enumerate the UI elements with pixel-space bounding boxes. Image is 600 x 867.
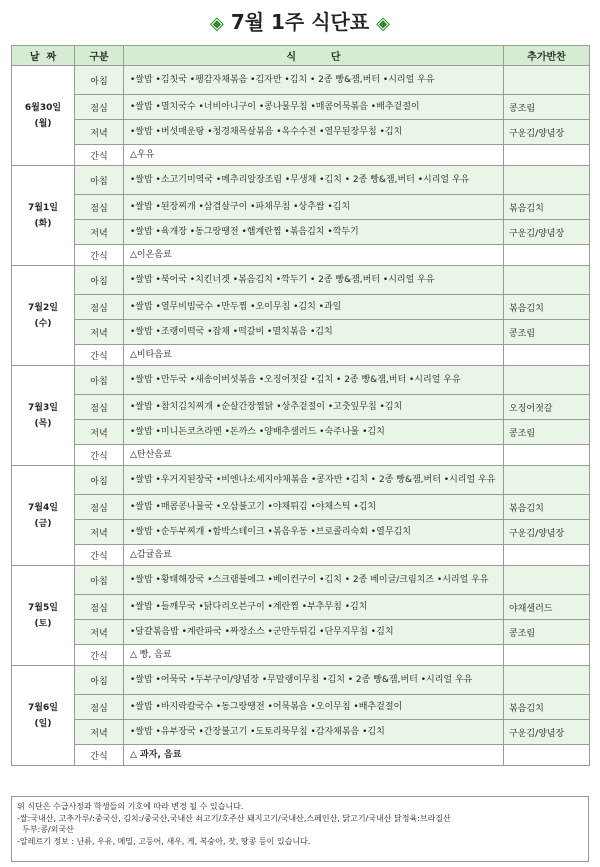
meal-type: 아침 [75, 166, 124, 195]
meal-type: 저녁 [75, 620, 124, 645]
meal-menu: •쌀밥 •버섯매운탕 •청경채목살볶음 •옥수수전 •열무된장무침 •김치 [124, 120, 504, 145]
meal-row [12, 366, 590, 395]
extra-side-dish: 오징어젓갈 [504, 395, 590, 420]
day-date: 7월6일 [28, 702, 58, 713]
meal-type: 간식 [75, 445, 124, 466]
extra-side-dish [504, 166, 590, 195]
meal-type: 아침 [75, 366, 124, 395]
extra-side-dish [504, 566, 590, 595]
meal-menu: •쌀밥 •어묵국 •두부구이/양념장 •무말랭이무침 •김치 • 2종 빵&잼,버터 •시리얼 우유 [124, 666, 504, 695]
header-day: 날 짜 [12, 46, 75, 66]
meal-menu: •쌀밥 •우거지된장국 •비엔나소세지야채볶음 •콩자반 •김치 • 2종 빵&잼,버터 •시리얼 우유 [124, 466, 504, 495]
meal-row [12, 320, 590, 345]
meal-row [12, 466, 590, 495]
note-line: -알레르기 정보 : 난류, 우유, 메밀, 고등어, 새우, 게, 복숭아, 잣, 땅콩 등이 있습니다. [17, 836, 311, 846]
extra-side-dish [504, 666, 590, 695]
meal-row [12, 520, 590, 545]
meal-type: 간식 [75, 345, 124, 366]
meal-menu: •쌀밥 •멸치국수 •너비아니구이 •콩나물무침 •매콤어묵볶음 •배추겉절이 [124, 95, 504, 120]
meal-type: 저녁 [75, 720, 124, 745]
meal-type: 아침 [75, 666, 124, 695]
extra-side-dish [504, 245, 590, 266]
note-line: -쌀:국내산, 고추가루/:중국산, 김치:/중국산,국내산 쇠고기/호주산 돼지고기/국내산,스페인산, 닭고기/국내산 닭정육:브라질산 [17, 813, 451, 823]
meal-row [12, 445, 590, 466]
meal-row [12, 595, 590, 620]
meal-row [12, 745, 590, 766]
meal-menu: △ 과자, 음료 [124, 745, 504, 766]
meal-row [12, 620, 590, 645]
meal-type: 저녁 [75, 220, 124, 245]
day-date: 7월5일 [28, 602, 58, 613]
meal-type: 저녁 [75, 120, 124, 145]
meal-menu: •쌀밥 •소고기미역국 •메추리알장조림 •무생채 •김치 • 2종 빵&잼,버터 •시리얼 우유 [124, 166, 504, 195]
page-title [0, 6, 600, 38]
day-weekday: (수) [34, 318, 52, 329]
diamond-left-icon: ◈ [210, 13, 224, 34]
extra-side-dish: 볶음김치 [504, 695, 590, 720]
meal-row [12, 695, 590, 720]
extra-side-dish [504, 66, 590, 95]
meal-type: 아침 [75, 66, 124, 95]
meal-type: 점심 [75, 595, 124, 620]
meal-menu: △우유 [124, 145, 504, 166]
meal-type: 아침 [75, 566, 124, 595]
meal-type: 점심 [75, 495, 124, 520]
meal-type: 간식 [75, 745, 124, 766]
meal-menu: •달걀볶음밥 •계란파국 •짜장소스 •군만두튀김 •단무지무침 •김치 [124, 620, 504, 645]
meal-menu: •쌀밥 •바지락칼국수 •동그랑땡전 •어묵볶음 •오이무침 •배추겉절이 [124, 695, 504, 720]
menu-table [11, 45, 590, 766]
diamond-right-icon: ◈ [376, 13, 390, 34]
meal-row [12, 120, 590, 145]
day-cell [12, 166, 75, 266]
extra-side-dish: 콩조림 [504, 95, 590, 120]
day-date: 7월4일 [28, 502, 58, 513]
header-menu: 식 단 [124, 46, 504, 66]
meal-type: 점심 [75, 295, 124, 320]
meal-row [12, 645, 590, 666]
extra-side-dish [504, 445, 590, 466]
header-extra: 추가반찬 [504, 46, 590, 66]
meal-type: 점심 [75, 695, 124, 720]
meal-row [12, 145, 590, 166]
meal-menu: •쌀밥 •조랭이떡국 •잡채 •떡갈비 •멸치볶음 •김치 [124, 320, 504, 345]
meal-type: 간식 [75, 545, 124, 566]
meal-menu: •쌀밥 •황태해장국 •스크램블에그 •베이컨구이 •김치 • 2종 베이글/크림치즈 •시리얼 우유 [124, 566, 504, 595]
meal-menu: △비타음료 [124, 345, 504, 366]
meal-type: 아침 [75, 466, 124, 495]
meal-row [12, 666, 590, 695]
meal-menu: △ 빵, 음료 [124, 645, 504, 666]
meal-menu: •쌀밥 •참치김치찌개 •순살간장찜닭 •상추겉절이 •고춧잎무침 •김치 [124, 395, 504, 420]
meal-menu: •쌀밥 •북어국 •치킨너겟 •볶음김치 •깍두기 • 2종 빵&잼,버터 •시리얼 우유 [124, 266, 504, 295]
extra-side-dish [504, 545, 590, 566]
day-cell [12, 266, 75, 366]
note-line: 위 식단은 수급사정과 학생들의 기호에 따라 변경 될 수 있습니다. [17, 802, 244, 811]
note-line: 두부:콩/외국산 [17, 825, 74, 834]
extra-side-dish: 콩조림 [504, 320, 590, 345]
extra-side-dish [504, 266, 590, 295]
extra-side-dish: 구운김/양념장 [504, 120, 590, 145]
extra-side-dish: 볶음김치 [504, 295, 590, 320]
meal-row [12, 420, 590, 445]
meal-row [12, 295, 590, 320]
menu-body [12, 66, 590, 766]
extra-side-dish: 구운김/양념장 [504, 720, 590, 745]
day-date: 7월3일 [28, 402, 58, 413]
meal-type: 점심 [75, 95, 124, 120]
extra-side-dish [504, 366, 590, 395]
day-weekday: (일) [34, 718, 52, 729]
day-date: 7월1일 [28, 202, 58, 213]
day-cell [12, 66, 75, 166]
meal-row [12, 720, 590, 745]
meal-type: 점심 [75, 395, 124, 420]
meal-row [12, 166, 590, 195]
meal-menu: •쌀밥 •순두부찌개 •함박스테이크 •볶음우동 •브로콜리숙회 •열무김치 [124, 520, 504, 545]
meal-row [12, 66, 590, 95]
day-date: 7월2일 [28, 302, 58, 313]
meal-menu: △탄산음료 [124, 445, 504, 466]
day-weekday: (월) [34, 118, 52, 129]
extra-side-dish: 야채샐러드 [504, 595, 590, 620]
meal-menu: •쌀밥 •만두국 •새송이버섯볶음 •오징어젓갈 •김치 • 2종 빵&잼,버터 •시리얼 우유 [124, 366, 504, 395]
meal-menu: •쌀밥 •들깨무국 •닭다리오븐구이 •계란찜 •부추무침 •김치 [124, 595, 504, 620]
meal-menu: •쌀밥 •매콤콩나물국 •오삼불고기 •야채튀김 •야채스틱 •김치 [124, 495, 504, 520]
extra-side-dish: 볶음김치 [504, 195, 590, 220]
meal-menu: △감귤음료 [124, 545, 504, 566]
meal-menu: •쌀밥 •미니돈코츠라멘 •돈까스 •양배추샐러드 •숙주나물 •김치 [124, 420, 504, 445]
extra-side-dish: 콩조림 [504, 620, 590, 645]
meal-type: 저녁 [75, 420, 124, 445]
meal-row [12, 245, 590, 266]
notes [11, 796, 589, 862]
meal-type: 간식 [75, 245, 124, 266]
day-cell [12, 566, 75, 666]
meal-row [12, 95, 590, 120]
header-row [12, 46, 590, 66]
meal-menu: •쌀밥 •열무비빔국수 •만두찜 •오이무침 •김치 •과일 [124, 295, 504, 320]
day-weekday: (화) [34, 218, 52, 229]
meal-row [12, 220, 590, 245]
meal-row [12, 266, 590, 295]
meal-menu: •쌀밥 •김칫국 •팽감자채볶음 •김자반 •김치 • 2종 빵&잼,버터 •시리얼 우유 [124, 66, 504, 95]
meal-row [12, 545, 590, 566]
extra-side-dish [504, 745, 590, 766]
title-text: 7월 1주 식단표 [230, 10, 370, 34]
meal-row [12, 195, 590, 220]
meal-row [12, 345, 590, 366]
meal-type: 저녁 [75, 320, 124, 345]
meal-row [12, 495, 590, 520]
meal-type: 간식 [75, 645, 124, 666]
meal-type: 아침 [75, 266, 124, 295]
extra-side-dish [504, 145, 590, 166]
meal-type: 저녁 [75, 520, 124, 545]
extra-side-dish: 구운김/양념장 [504, 220, 590, 245]
meal-menu: •쌀밥 •유부장국 •간장불고기 •도토리묵무침 •감자채볶음 •김치 [124, 720, 504, 745]
meal-row [12, 395, 590, 420]
day-cell [12, 366, 75, 466]
day-weekday: (금) [34, 518, 52, 529]
meal-type: 간식 [75, 145, 124, 166]
meal-menu: •쌀밥 •육개장 •동그랑땡전 •햄계란찜 •볶음김치 •깍두기 [124, 220, 504, 245]
day-cell [12, 466, 75, 566]
header-meal: 구분 [75, 46, 124, 66]
day-date: 6월30일 [24, 102, 62, 113]
day-weekday: (토) [34, 618, 52, 629]
meal-menu: △이온음료 [124, 245, 504, 266]
extra-side-dish [504, 345, 590, 366]
extra-side-dish: 콩조림 [504, 420, 590, 445]
extra-side-dish [504, 466, 590, 495]
meal-row [12, 566, 590, 595]
extra-side-dish [504, 645, 590, 666]
day-cell [12, 666, 75, 766]
extra-side-dish: 볶음김치 [504, 495, 590, 520]
meal-menu: •쌀밥 •된장찌개 •삼겹살구이 •파채무침 •상추쌈 •김치 [124, 195, 504, 220]
meal-type: 점심 [75, 195, 124, 220]
day-weekday: (목) [34, 418, 52, 429]
extra-side-dish: 구운김/양념장 [504, 520, 590, 545]
